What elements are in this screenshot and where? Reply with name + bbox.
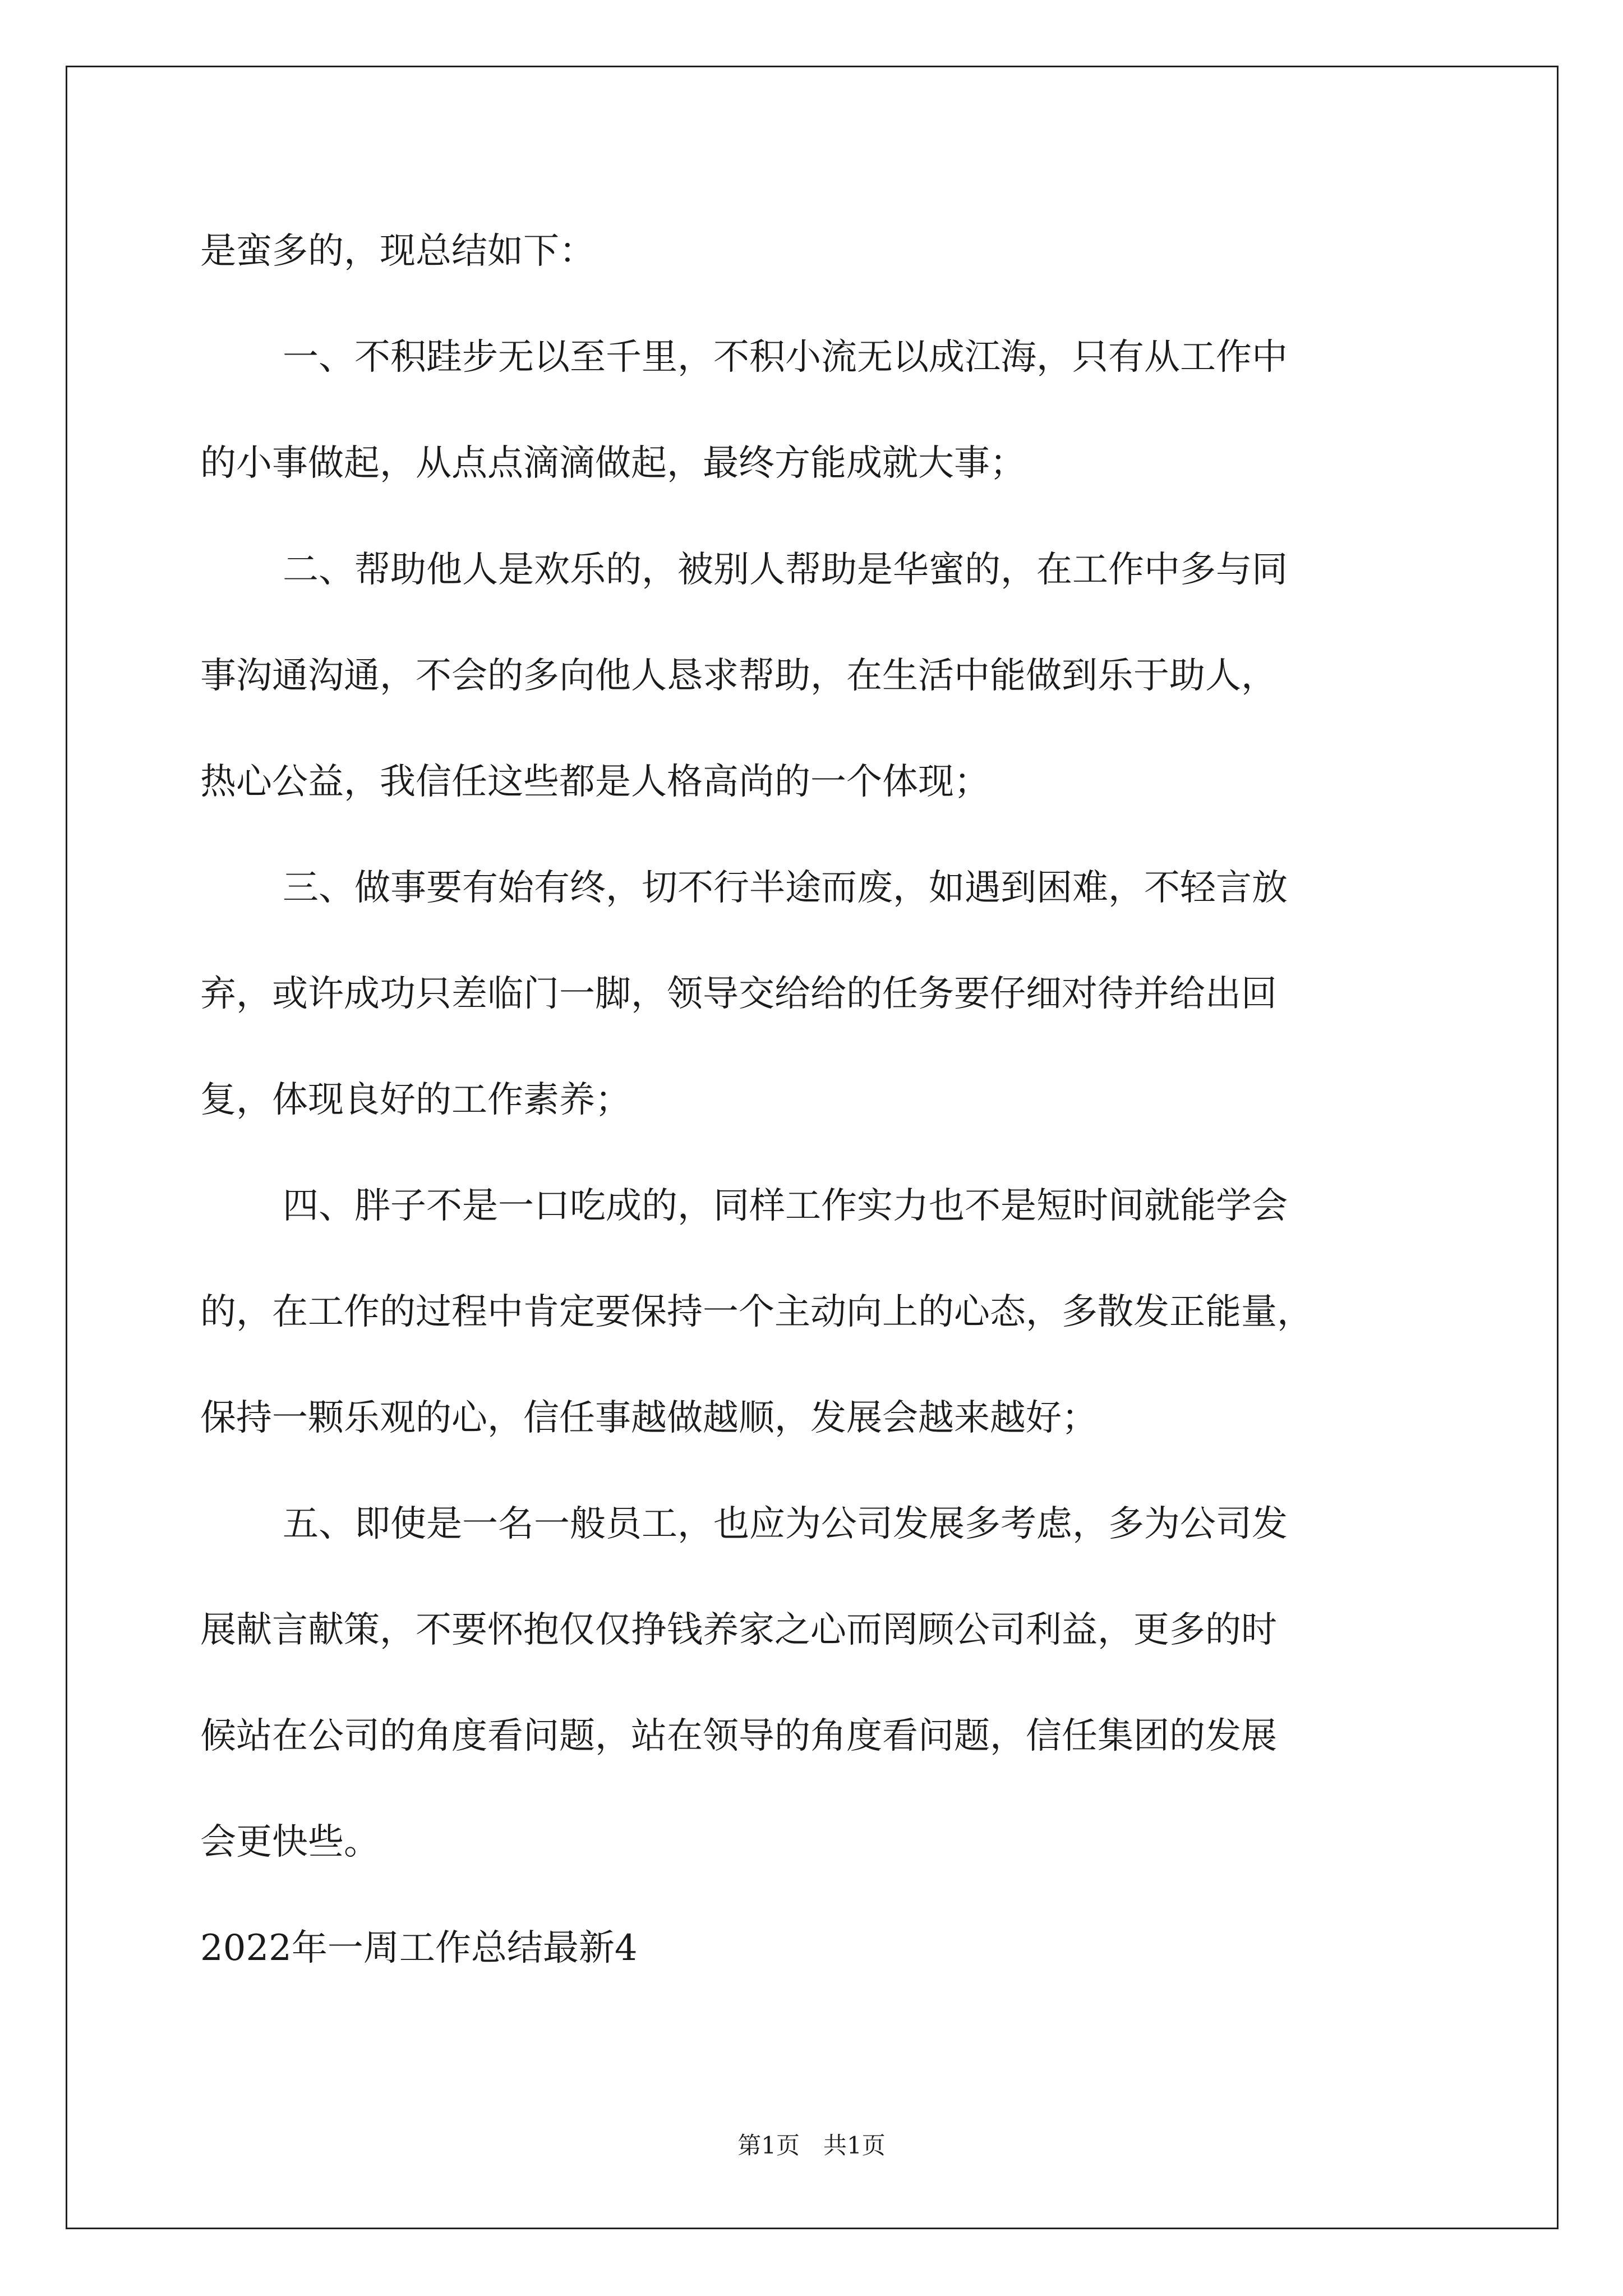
paragraph-line: 五、即使是一名一般员工，也应为公司发展多考虑，多为公司发 (283, 1503, 1288, 1545)
section-heading: 2022年一周工作总结最新4 (200, 1927, 638, 1969)
page-number-footer: 第1页 共1页 (737, 2132, 886, 2159)
paragraph-line: 弃，或许成功只差临门一脚，领导交给给的任务要仔细对待并给出回 (200, 973, 1277, 1015)
paragraph-line: 热心公益，我信任这些都是人格高尚的一个体现； (200, 761, 990, 803)
paragraph-line: 候站在公司的角度看问题，站在领导的角度看问题，信任集团的发展 (200, 1715, 1277, 1757)
paragraph-line: 一、不积跬步无以至千里，不积小流无以成江海，只有从工作中 (283, 337, 1288, 378)
paragraph-line: 四、胖子不是一口吃成的，同样工作实力也不是短时间就能学会 (283, 1185, 1288, 1227)
paragraph-line: 保持一颗乐观的心，信任事越做越顺，发展会越来越好； (200, 1397, 1098, 1439)
paragraph-line: 的小事做起，从点点滴滴做起，最终方能成就大事； (200, 443, 1026, 484)
paragraph-line: 事沟通沟通，不会的多向他人恳求帮助，在生活中能做到乐于助人， (200, 655, 1277, 697)
paragraph-line: 展献言献策，不要怀抱仅仅挣钱养家之心而罔顾公司利益，更多的时 (200, 1609, 1277, 1651)
paragraph-line: 是蛮多的，现总结如下： (200, 231, 595, 272)
paragraph-line: 二、帮助他人是欢乐的，被别人帮助是华蜜的，在工作中多与同 (283, 549, 1288, 591)
paragraph-line: 会更快些。 (200, 1821, 380, 1863)
paragraph-line: 的，在工作的过程中肯定要保持一个主动向上的心态，多散发正能量， (200, 1291, 1313, 1333)
paragraph-line: 复，体现良好的工作素养； (200, 1079, 631, 1121)
page-border (66, 66, 1559, 2229)
paragraph-line: 三、做事要有始有终，切不行半途而废，如遇到困难，不轻言放 (283, 867, 1288, 909)
